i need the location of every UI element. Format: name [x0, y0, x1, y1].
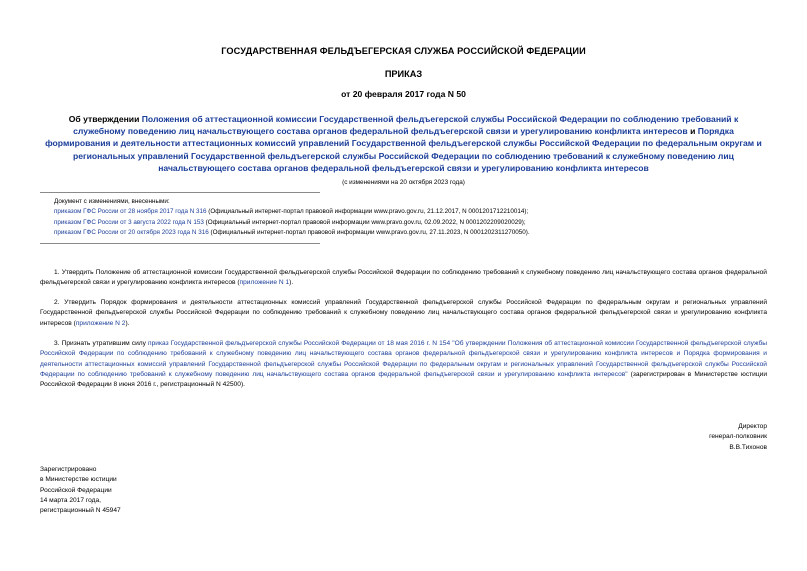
changes-item — [54, 228, 767, 238]
registration-date: 14 марта 2017 года, — [40, 496, 101, 504]
paragraph-1 — [40, 268, 767, 289]
change-link-2023[interactable]: приказом ГФС России от 20 октября 2023 года N 316 — [54, 228, 209, 236]
subject-prefix: Об утверждении — [68, 114, 142, 124]
paragraph-3-end: (зарегистрирован в Министерстве юстиции Российской Федерации 8 июня 2016 г., регистрационный N 42500). — [40, 370, 767, 389]
paragraph-2 — [40, 298, 767, 329]
divider-bottom — [40, 243, 320, 244]
signer-position: Директор — [738, 423, 767, 430]
subject-link-procedure[interactable]: Порядка формирования и деятельности аттестационных комиссий управлений Государственной фельдъегерской службы Российской Федерации по федеральным округам и региональных управлений Государственной фельдъегерской службы Российской Федерации по соблюдению требований к служебному поведению лиц начальствующего состава органов федеральной фельдъегерской связи и урегулированию конфликта интересов — [45, 126, 762, 173]
signer-rank: генерал-полковник — [709, 433, 767, 441]
revision-note: (с изменениями на 20 октября 2023 года) — [342, 179, 465, 186]
signature-block — [709, 422, 767, 453]
registration-line: Российской Федерации — [40, 486, 112, 494]
changes-item — [54, 207, 767, 217]
registration-number: регистрационный N 45947 — [40, 507, 121, 515]
change-link-2017[interactable]: приказом ГФС России от 28 ноября 2017 года N 316 — [54, 208, 207, 216]
document-type: ПРИКАЗ — [384, 69, 423, 79]
divider-top — [40, 192, 320, 193]
repealed-order-link[interactable]: приказ Государственной фельдъегерской службы Российской Федерации от 18 мая 2016 г. N 154 "Об утверждении Положения об аттестационной комиссии Государственной фельдъегерской службы Российской Федерации по соблюдению требований к служебному поведению лиц начальствующего состава органов федеральной фельдъегерской связи и урегулированию конфликта интересов и Порядка формирования и деятельности аттестационных комиссий управлений Государственной фельдъегерской службы Российской Федерации по федеральным округам и региональных управлений Государственной фельдъегерской службы Российской Федерации по соблюдению требований к служебному поведению лиц начальствующего состава органов федеральной фельдъегерской связи и урегулированию конфликта интересов" — [40, 340, 767, 378]
change-source-2023: (Официальный интернет-портал правовой информации www.pravo.gov.ru, 27.11.2023, N 0001202311270050). — [208, 228, 530, 236]
registration-line: Зарегистрировано — [40, 466, 97, 473]
change-source-2017: (Официальный интернет-портал правовой информации www.pravo.gov.ru, 21.12.2017, N 0001201712210014); — [206, 208, 529, 216]
agency-title: ГОСУДАРСТВЕННАЯ ФЕЛЬДЪЕГЕРСКАЯ СЛУЖБА РОССИЙСКОЙ ФЕДЕРАЦИИ — [221, 46, 586, 56]
paragraph-3 — [40, 339, 767, 390]
changes-item — [54, 218, 767, 228]
document-subject — [44, 113, 763, 174]
change-link-2022[interactable]: приказом ГФС России от 3 августа 2022 года N 153 — [54, 218, 204, 226]
appendix-2-link[interactable]: приложение N 2 — [75, 319, 126, 327]
subject-conjunction: и — [687, 126, 698, 137]
changes-block — [54, 197, 767, 238]
document-date: от 20 февраля 2017 года N 50 — [341, 89, 466, 99]
registration-line: в Министерстве юстиции — [40, 476, 117, 484]
appendix-1-link[interactable]: приложение N 1 — [239, 279, 290, 287]
paragraph-2-text: 2. Утвердить Порядок формирования и деятельности аттестационных комиссий управлений Государственной фельдъегерской службы Российской Федерации по федеральным округам и региональных управлений Государственной фельдъегерской службы Российской Федерации по соблюдению требований к служебному поведению лиц начальствующего состава органов федеральной фельдъегерской связи и урегулированию конфликта интересов ( — [40, 299, 767, 327]
registration-block — [40, 465, 121, 516]
paragraph-3-text: 3. Признать утратившим силу — [54, 340, 149, 347]
signer-name: В.В.Тихонов — [729, 443, 767, 451]
paragraph-2-end: ). — [125, 319, 130, 327]
changes-heading: Документ с изменениями, внесенными: — [54, 198, 170, 205]
change-source-2022: (Официальный интернет-портал правовой информации www.pravo.gov.ru, 02.09.2022, N 0001202209020029); — [203, 218, 526, 226]
subject-link-regulation[interactable]: Положения об аттестационной комиссии Государственной фельдъегерской службы Российской Федерации по соблюдению требований к служебному поведению лиц начальствующего состава органов федеральной фельдъегерской связи и урегулированию конфликта интересов — [73, 114, 739, 137]
paragraph-1-end: ). — [289, 279, 294, 287]
paragraph-1-text: 1. Утвердить Положение об аттестационной комиссии Государственной фельдъегерской службы Российской Федерации по соблюдению требований к служебному поведению лиц начальствующего состава органов федеральной фельдъегерской связи и урегулированию конфликта интересов ( — [40, 269, 767, 287]
